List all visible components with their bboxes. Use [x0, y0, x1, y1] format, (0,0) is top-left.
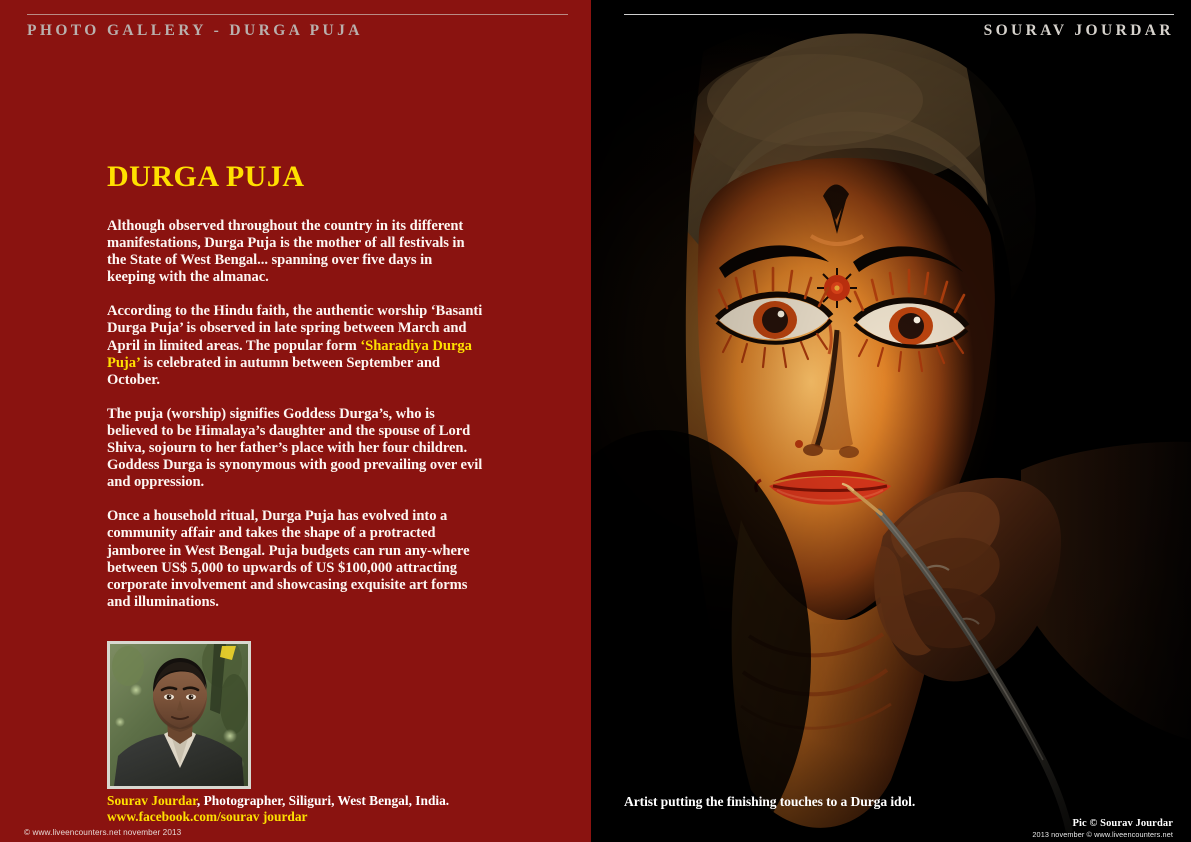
- paragraph-3: The puja (worship) signifies Goddess Durga’s, who is believed to be Himalaya’s daughter and the spouse of Lord Shiva, sojourn to her father’s place with her four children. Goddess Durga is synonymous with good prevailing over evil and oppression.: [107, 405, 483, 491]
- section-kicker: PHOTO GALLERY - DURGA PUJA: [27, 22, 363, 39]
- author-role: , Photographer, Siliguri, West Bengal, India.: [196, 793, 450, 808]
- left-text-panel: [0, 0, 591, 842]
- author-portrait: [110, 644, 248, 786]
- paragraph-1: Although observed throughout the country in its different manifestations, Durga Puja is the mother of all festivals in the State of West Bengal... spanning over five days in keeping with the almanac.: [107, 218, 465, 286]
- author-facebook-link[interactable]: www.facebook.com/sourav jourdar: [107, 809, 308, 824]
- article-body: [107, 162, 483, 611]
- right-photo-panel: [591, 0, 1191, 842]
- photo-caption: Artist putting the finishing touches to a Durga idol.: [624, 794, 916, 809]
- page-title: DURGA PUJA: [107, 160, 305, 193]
- author-name: Sourav Jourdar: [107, 793, 197, 808]
- paragraph-2: [107, 303, 483, 388]
- left-header: [27, 14, 568, 40]
- right-header: [624, 14, 1174, 40]
- photo-credit-main: Pic © Sourav Jourdar: [1072, 818, 1173, 829]
- byline-rule: [624, 14, 1174, 15]
- paragraph-2-part-b: is celebrated in autumn between September and October.: [107, 354, 440, 388]
- photo-credit: [1032, 818, 1173, 839]
- author-portrait-frame: [107, 641, 251, 789]
- photographer-byline: SOURAV JOURDAR: [983, 22, 1174, 39]
- photo-credit-sub: 2013 november © www.liveencounters.net: [1032, 830, 1173, 839]
- durga-idol-photo: [591, 0, 1191, 842]
- author-credit: [107, 793, 527, 825]
- paragraph-4: Once a household ritual, Durga Puja has evolved into a community affair and takes the shape of a protracted jamboree in West Bengal. Puja budgets can run any-where between US$ 5,000 to upwards of US $100,000 attracting corporate involvement and showcasing exquisite art forms and illuminations.: [107, 508, 470, 610]
- paragraph-2-part-a: According to the Hindu faith, the authentic worship ‘Basanti Durga Puja’ is observed in late spring between March and April in limited areas. The popular form: [107, 303, 483, 354]
- header-rule: [27, 14, 568, 15]
- highlight-sharadiya: ‘Sharadiya Durga Puja’: [107, 337, 472, 371]
- footer-copyright-left: © www.liveencounters.net november 2013: [24, 828, 182, 837]
